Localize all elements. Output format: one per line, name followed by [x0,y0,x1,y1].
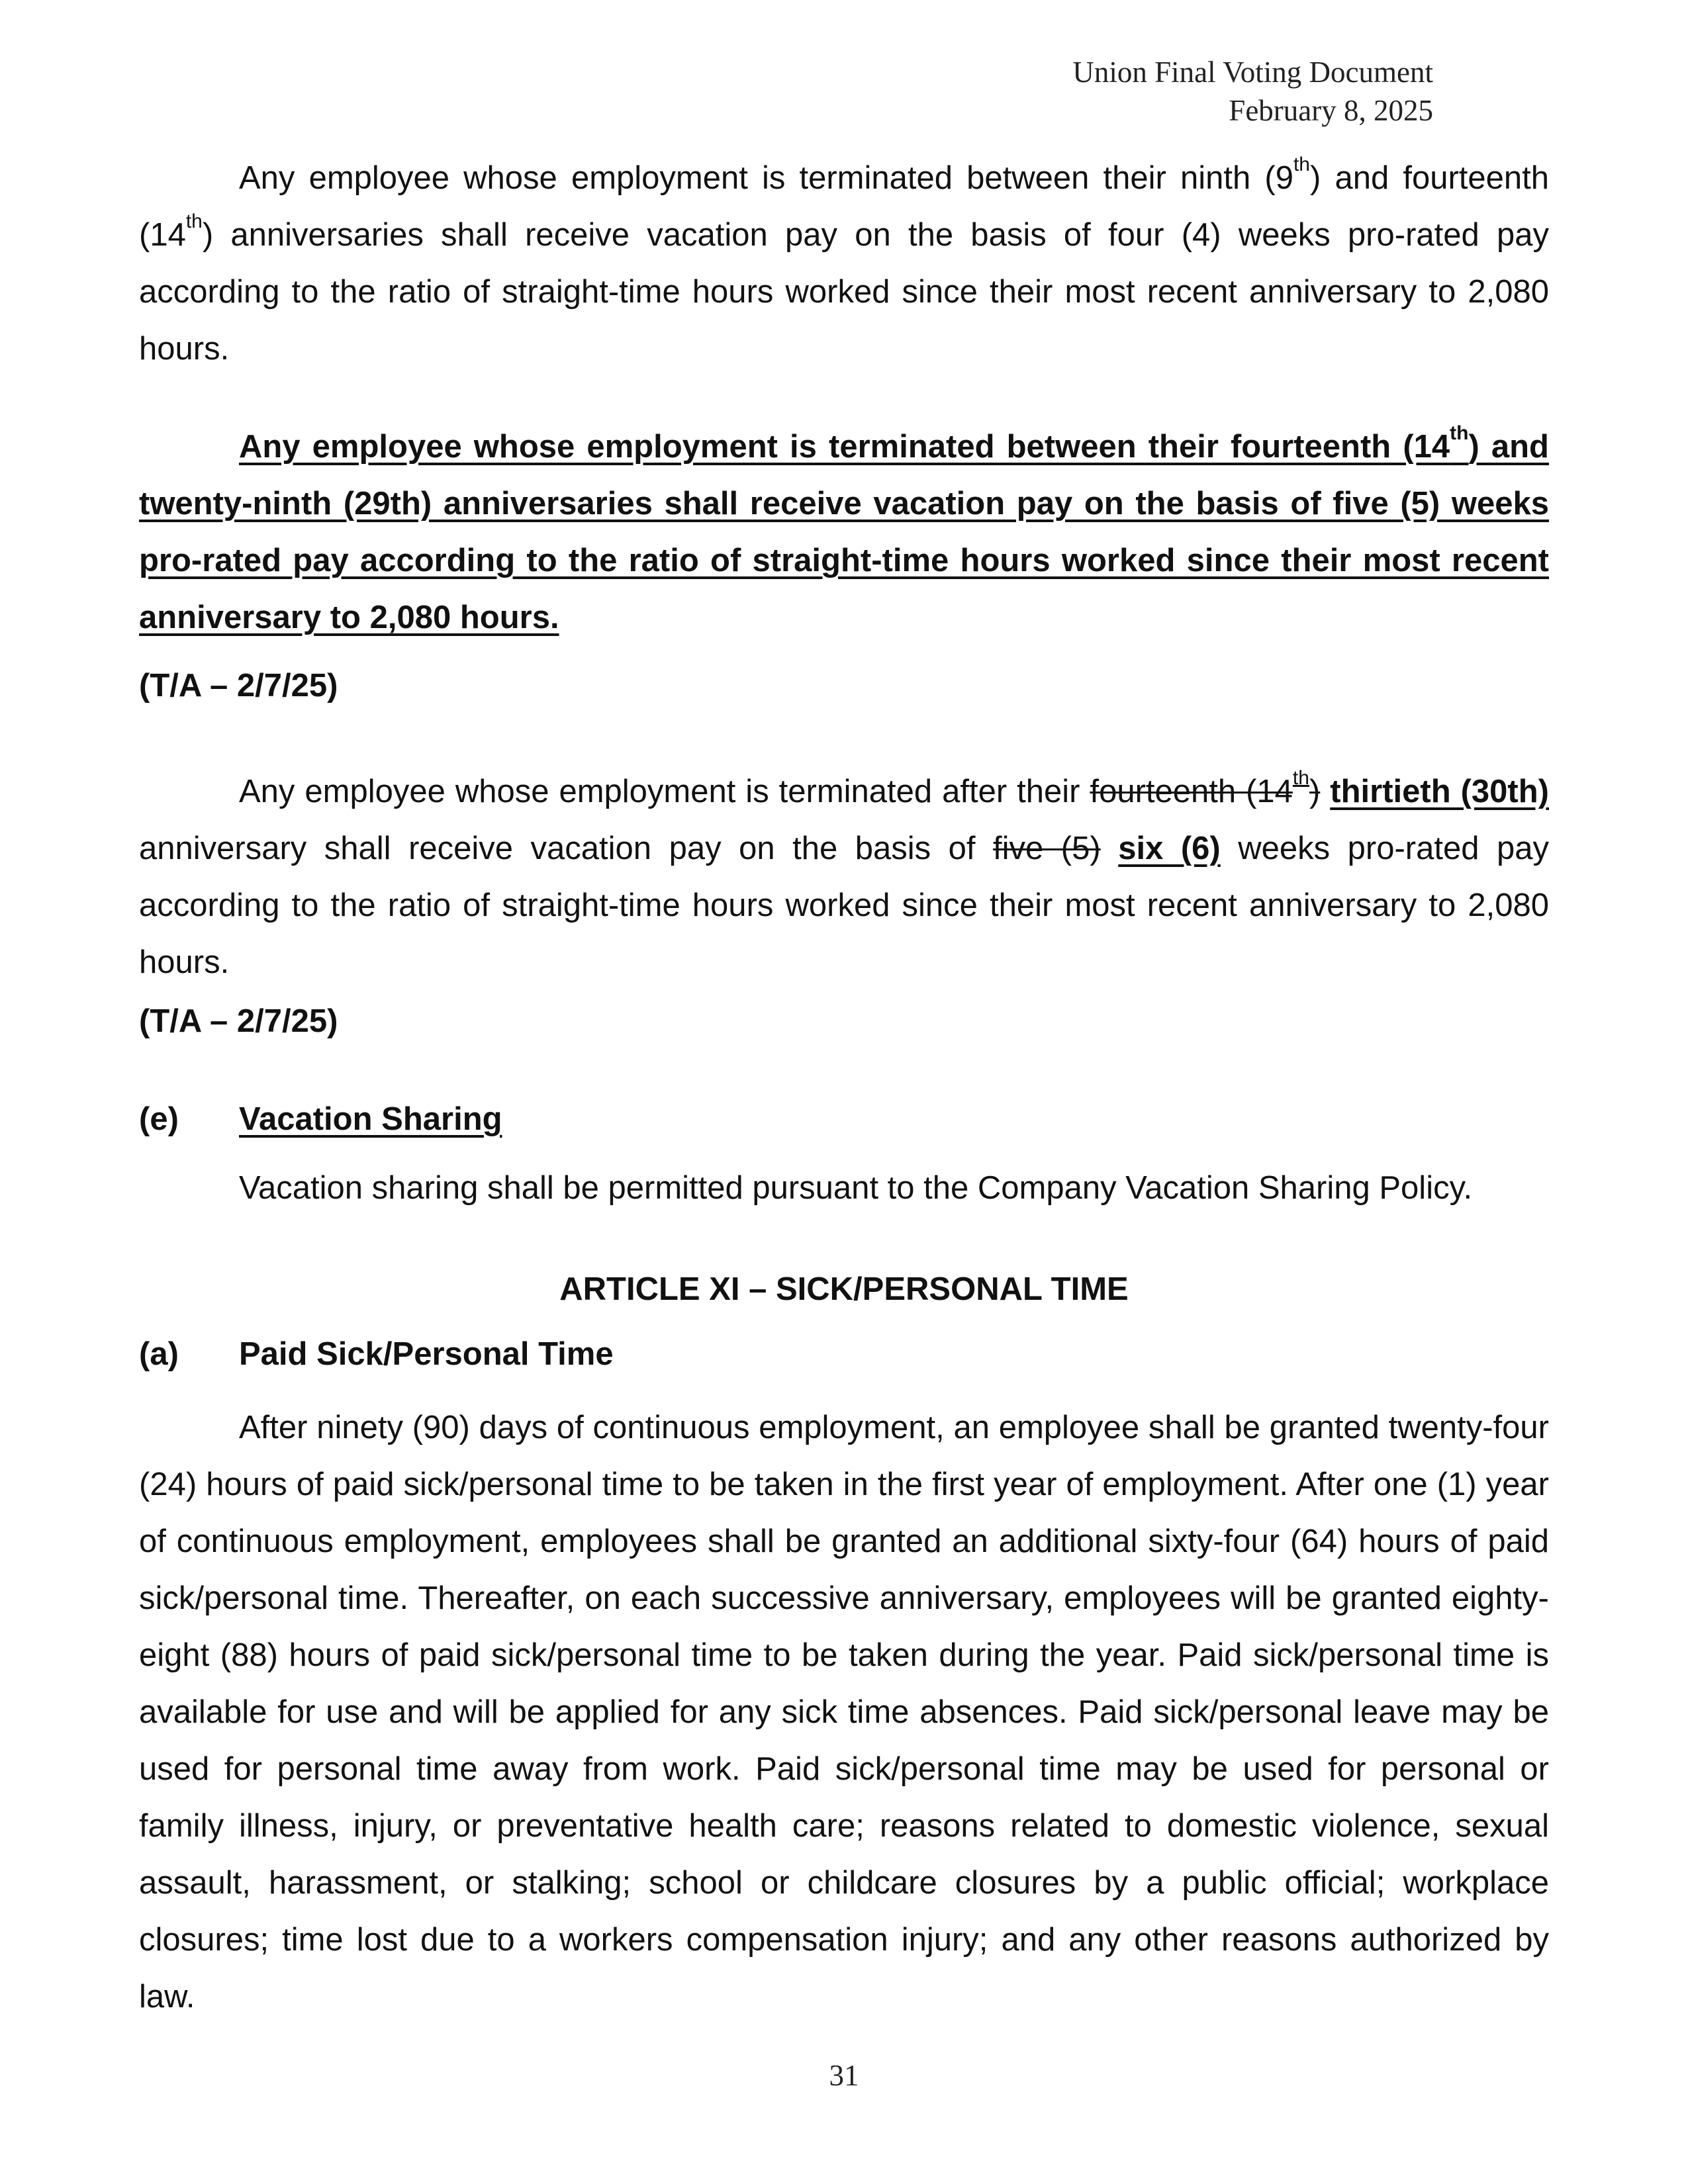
para3-text-a: Any employee whose employment is terminated after their [239,774,1090,809]
para2-sup: th [1450,422,1469,444]
inserted-text-thirtieth: thirtieth (30th) [1330,774,1549,809]
vacation-pay-paragraph-14-29-insertion [139,418,1549,646]
deleted-text-fourteenth-part-a: fourteenth (14 [1090,774,1293,809]
vacation-pay-paragraph-30-plus [139,763,1549,991]
section-a-text: After ninety (90) days of continuous employment, an employee shall be granted twenty-four (24) hours of paid sick/personal time to be taken in the first year of employment. After one (1) year of continuous employment, employees shall be granted an additional sixty-four (64) hours of paid sick/personal time. Thereafter, on each successive anniversary, employees will be granted eighty-eight (88) hours of paid sick/personal time to be taken during the year. Paid sick/personal time is available for use and will be applied for any sick time absences. Paid sick/personal leave may be used for personal time away from work. Paid sick/personal time may be used for personal or family illness, injury, or preventative health care; reasons related to domestic violence, sexual assault, harassment, or stalking; school or childcare closures by a public official; workplace closures; time lost due to a workers compensation injury; and any other reasons authorized by law. [139,1410,1549,2015]
deleted-text-five: five (5) [993,831,1101,866]
section-a-body [139,1399,1549,2025]
vacation-pay-paragraph-9-14 [139,150,1549,377]
para1-text-c: ) anniversaries shall receive vacation pay on the basis of four (4) weeks pro-rated pay according to the ratio of straight-time hours worked since their most recent anniversary to 2,080 hours. [139,217,1549,367]
deleted-text-fourteenth-part-b: ) [1309,774,1321,809]
header-title: Union Final Voting Document [1072,56,1433,89]
page-number: 31 [829,2059,859,2092]
para3-text-b: anniversary shall receive vacation pay on the basis of [139,831,994,866]
section-e-body [139,1160,1549,1216]
para1-sup2: th [185,210,203,232]
document-header [1072,53,1433,130]
tentative-agreement-note-1: (T/A – 2/7/25) [139,668,338,704]
section-e-label: (e) [139,1101,179,1137]
para1-text-b: ) and fourteenth (14 [139,160,1549,253]
para1-text-a: Any employee whose employment is terminated between their ninth (9 [239,160,1293,196]
section-e-title: Vacation Sharing [239,1101,502,1137]
tentative-agreement-note-2: (T/A – 2/7/25) [139,1003,338,1039]
para3-text-c: weeks pro-rated pay according to the ratio of straight-time hours worked since their most recent anniversary to 2,080 hours. [139,831,1549,980]
article-heading: ARTICLE XI – SICK/PERSONAL TIME [559,1271,1129,1307]
section-a-label: (a) [139,1336,179,1372]
header-date: February 8, 2025 [1229,94,1433,127]
section-e-text: Vacation sharing shall be permitted pursuant to the Company Vacation Sharing Policy. [239,1170,1473,1206]
inserted-text-six: six (6) [1118,831,1221,866]
deleted-text-fourteenth [1090,767,1321,809]
para2-text-a: Any employee whose employment is terminated between their fourteenth (14 [239,429,1450,465]
para2-text-b: ) and twenty-ninth (29th) anniversaries shall receive vacation pay on the basis of five (5) weeks pro-rated pay according to the ratio of straight-time hours worked since their most recent anniversary to 2,080 hours. [139,429,1549,635]
deleted-text-fourteenth-sup: th [1292,767,1309,789]
section-a-title: Paid Sick/Personal Time [239,1336,614,1372]
para1-sup1: th [1293,154,1310,175]
